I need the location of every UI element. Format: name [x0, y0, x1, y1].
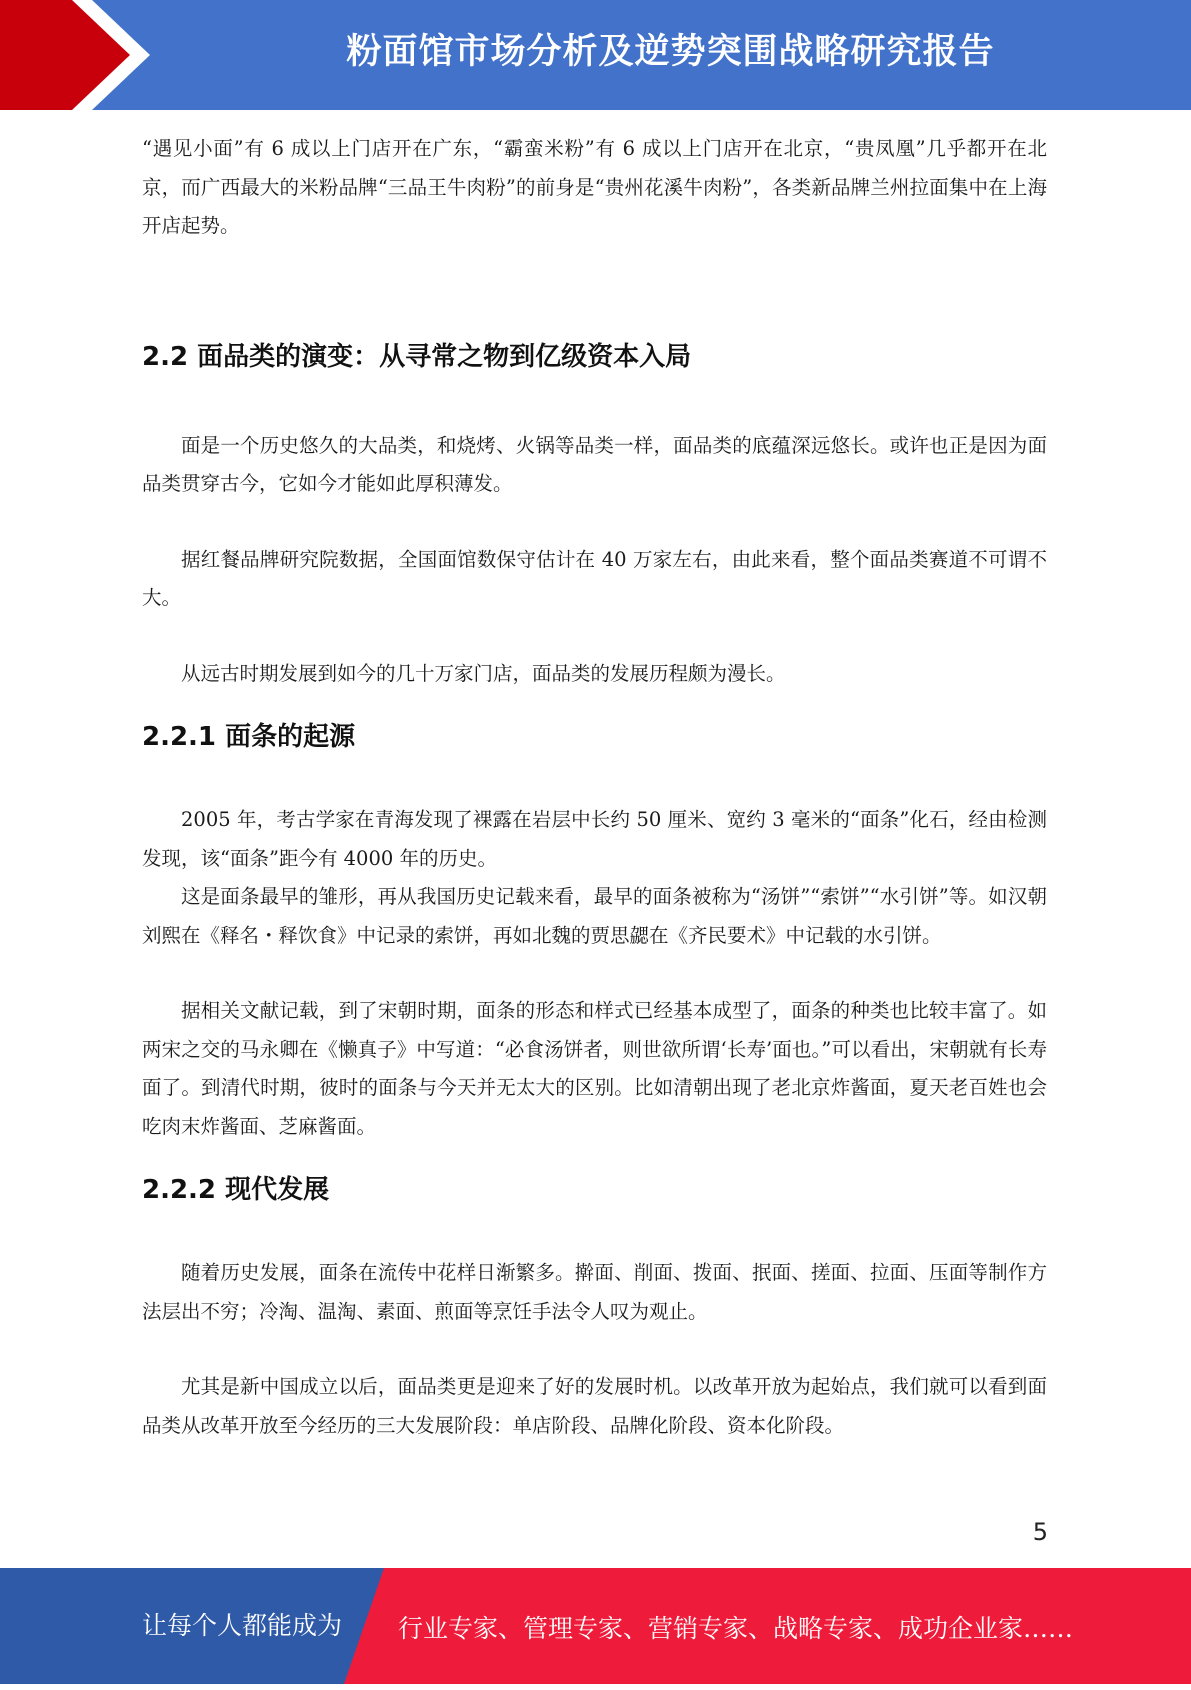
header-banner — [0, 0, 1191, 110]
section-heading-2-2-1: 2.2.1 面条的起源 — [142, 722, 356, 752]
paragraph: 面是一个历史悠久的大品类，和烧烤、火锅等品类一样，面品类的底蕴深远悠长。或许也正是因为面品类贯穿古今，它如今才能如此厚积薄发。 — [142, 433, 1047, 495]
page-number: 5 — [1032, 1518, 1048, 1546]
page-content — [142, 130, 1047, 1445]
paragraph: 尤其是新中国成立以后，面品类更是迎来了好的发展时机。以改革开放为起始点，我们就可以看到面品类从改革开放至今经历的三大发展阶段：单店阶段、品牌化阶段、资本化阶段。 — [142, 1375, 1047, 1437]
header-arrow-icon — [0, 0, 160, 110]
paragraph: 从远古时期发展到如今的几十万家门店，面品类的发展历程颇为漫长。 — [181, 661, 786, 685]
footer-banner — [0, 1568, 1191, 1684]
paragraph: 这是面条最早的雏形，再从我国历史记载来看，最早的面条被称为“汤饼”“索饼”“水引饼”等。如汉朝刘熙在《释名・释饮食》中记录的索饼，再如北魏的贾思勰在《齐民要术》中记载的水引饼。 — [142, 885, 1047, 947]
footer-slogan-left: 让每个人都能成为 — [142, 1611, 343, 1640]
section-heading-2-2: 2.2 面品类的演变：从寻常之物到亿级资本入局 — [142, 341, 692, 372]
paragraph: 随着历史发展，面条在流传中花样日渐繁多。擀面、削面、拨面、抿面、搓面、拉面、压面等制作方法层出不穷；冷淘、温淘、素面、煎面等烹饪手法令人叹为观止。 — [142, 1261, 1047, 1323]
paragraph: 据红餐品牌研究院数据，全国面馆数保守估计在 40 万家左右，由此来看，整个面品类赛道不可谓不大。 — [142, 547, 1047, 609]
intro-paragraph: “遇见小面”有 6 成以上门店开在广东，“霸蛮米粉”有 6 成以上门店开在北京，“贵凤凰”几乎都开在北京，而广西最大的米粉品牌“三品王牛肉粉”的前身是“贵州花溪牛肉粉”，各类新品牌兰州拉面集中在上海开店起势。 — [142, 137, 1047, 237]
paragraph: 据相关文献记载，到了宋朝时期，面条的形态和样式已经基本成型了，面条的种类也比较丰富了。如两宋之交的马永卿在《懒真子》中写道：“必食汤饼者，则世欲所谓‘长寿’面也。”可以看出，宋朝就有长寿面了。到清代时期，彼时的面条与今天并无太大的区别。比如清朝出现了老北京炸酱面，夏天老百姓也会吃肉末炸酱面、芝麻酱面。 — [142, 999, 1047, 1138]
paragraph: 2005 年，考古学家在青海发现了裸露在岩层中长约 50 厘米、宽约 3 毫米的“面条”化石，经由检测发现，该“面条”距今有 4000 年的历史。 — [142, 808, 1047, 870]
report-title: 粉面馆市场分析及逆势突围战略研究报告 — [346, 32, 995, 72]
footer-slogan-right: 行业专家、管理专家、营销专家、战略专家、成功企业家…… — [398, 1614, 1074, 1643]
section-heading-2-2-2: 2.2.2 现代发展 — [142, 1175, 330, 1205]
